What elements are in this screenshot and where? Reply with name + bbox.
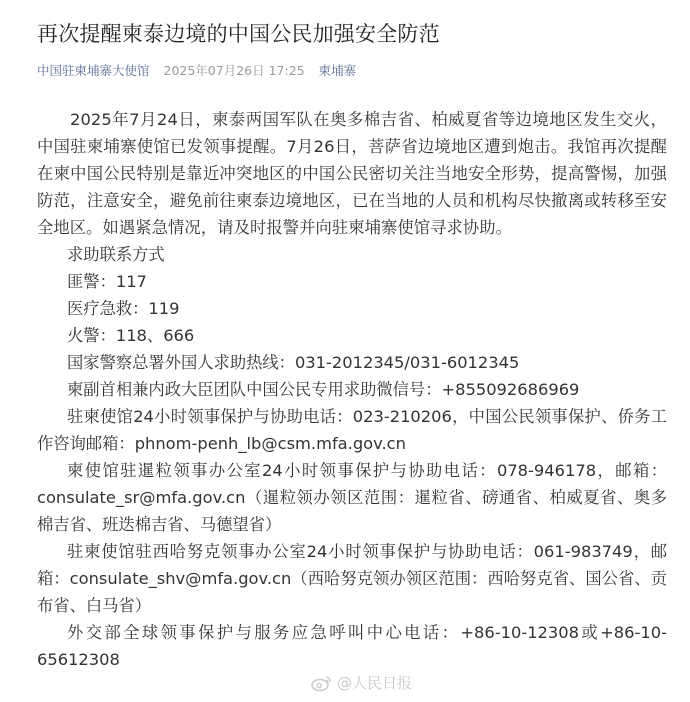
contact-item: 驻柬使馆驻西哈努克领事办公室24小时领事保护与协助电话：061-983749，邮箱：consulate_shv@mfa.gov.cn（西哈努克领办领区范围：西哈努克省、国公省、贡布省、白马省） (37, 542, 667, 615)
contact-item: 驻柬使馆24小时领事保护与协助电话：023-210206，中国公民领事保护、侨务工作咨询邮箱：phnom-penh_lb@csm.mfa.gov.cn (37, 407, 667, 453)
article-datetime: 2025年07月26日 17:25 (163, 63, 305, 78)
article-meta (37, 63, 356, 79)
contact-item: 火警：118、666 (67, 326, 195, 345)
contact-item: 匪警：117 (67, 272, 147, 291)
contact-item: 外交部全球领事保护与服务应急呼叫中心电话：+86-10-12308或+86-10-65612308 (37, 623, 667, 669)
contacts-heading: 求助联系方式 (67, 245, 165, 264)
contact-item: 国家警察总署外国人求助热线：031-2012345/031-6012345 (67, 353, 520, 372)
contact-item: 柬副首相兼内政大臣团队中国公民专用求助微信号：+855092686969 (67, 380, 580, 399)
article-source-link[interactable]: 中国驻柬埔寨大使馆 (37, 63, 150, 78)
contact-item: 医疗急救：119 (67, 299, 180, 318)
article-title: 再次提醒柬泰边境的中国公民加强安全防范 (37, 22, 440, 46)
body-paragraph: 2025年7月24日，柬泰两国军队在奥多棉吉省、柏威夏省等边境地区发生交火，中国驻柬埔寨使馆已发领事提醒。7月26日，菩萨省边境地区遭到炮击。我馆再次提醒在柬中国公民特别是靠近冲突地区的中国公民密切关注当地安全形势，提高警惕，加强防范，注意安全，避免前往柬泰边境地区，已在当地的人员和机构尽快撤离或转移至安全地区。如遇紧急情况，请及时报警并向驻柬埔寨使馆寻求协助。 (37, 110, 667, 237)
contact-item: 柬使馆驻暹粒领事办公室24小时领事保护与协助电话：078-946178，邮箱：consulate_sr@mfa.gov.cn（暹粒领办领区范围：暹粒省、磅通省、柏威夏省、奥多棉吉省、班迭棉吉省、马德望省） (37, 461, 667, 534)
article-location: 柬埔寨 (318, 63, 357, 78)
watermark-text: @人民日报 (336, 674, 412, 692)
article-body (37, 106, 667, 673)
watermark (311, 673, 412, 693)
weibo-icon (311, 674, 333, 692)
